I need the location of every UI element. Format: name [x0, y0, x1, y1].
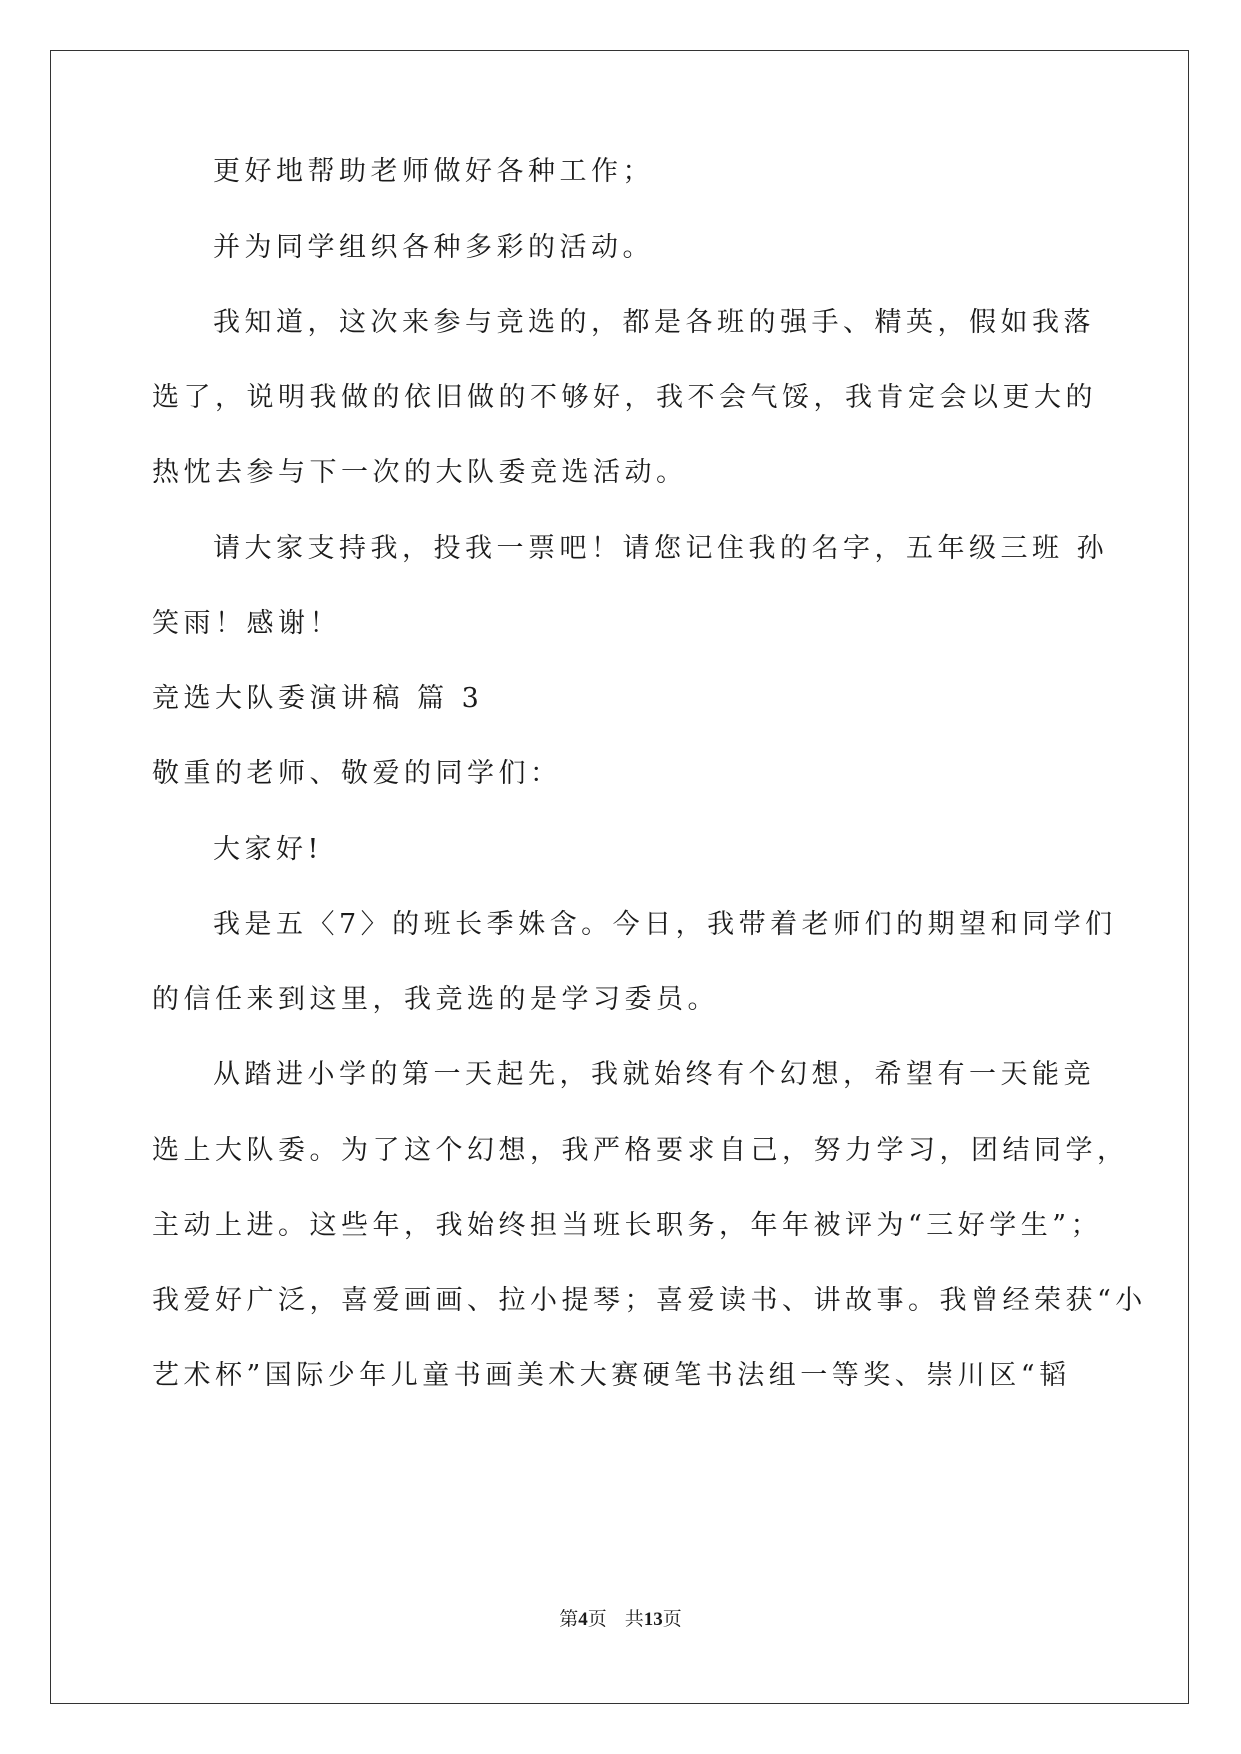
- salutation: 敬重的老师、敬爱的同学们：: [152, 758, 562, 789]
- text-line-6: 请大家支持我，投我一票吧！请您记住我的名字，五年级三班 孙: [213, 533, 1109, 564]
- text-line-17: 艺术杯”国际少年儿童书画美术大赛硬笔书法组一等奖、崇川区“韬: [152, 1360, 1071, 1391]
- text-line-11: 我是五〈7〉的班长季姝含。今日，我带着老师们的期望和同学们: [213, 909, 1117, 940]
- text-line-2: 并为同学组织各种多彩的活动。: [213, 232, 654, 263]
- total-pages: 13: [643, 1609, 663, 1630]
- greeting: 大家好!: [213, 834, 323, 865]
- text-line-16: 我爱好广泛，喜爱画画、拉小提琴；喜爱读书、讲故事。我曾经荣获“小: [152, 1285, 1147, 1316]
- text-line-13: 从踏进小学的第一天起先，我就始终有个幻想，希望有一天能竞: [213, 1059, 1095, 1090]
- text-line-15: 主动上进。这些年，我始终担当班长职务，年年被评为“三好学生”；: [152, 1210, 1103, 1241]
- page-number: 4: [578, 1609, 588, 1630]
- text-line-14: 选上大队委。为了这个幻想，我严格要求自己，努力学习，团结同学，: [152, 1135, 1129, 1166]
- total-prefix: 共: [624, 1608, 644, 1630]
- text-line-4: 选了，说明我做的依旧做的不够好，我不会气馁，我肯定会以更大的: [152, 382, 1097, 413]
- total-suffix: 页: [662, 1608, 682, 1630]
- page-prefix: 第: [559, 1608, 579, 1630]
- page-border: [50, 50, 1189, 1704]
- text-line-1: 更好地帮助老师做好各种工作；: [213, 156, 654, 187]
- section-heading: 竞选大队委演讲稿 篇 3: [152, 683, 484, 714]
- text-line-7: 笑雨！感谢！: [152, 608, 341, 639]
- text-line-12: 的信任来到这里，我竞选的是学习委员。: [152, 984, 719, 1015]
- text-line-5: 热忱去参与下一次的大队委竞选活动。: [152, 457, 688, 488]
- text-line-3: 我知道，这次来参与竞选的，都是各班的强手、精英，假如我落: [213, 307, 1095, 338]
- page-footer: [0, 1606, 1241, 1633]
- page-suffix: 页: [587, 1608, 607, 1630]
